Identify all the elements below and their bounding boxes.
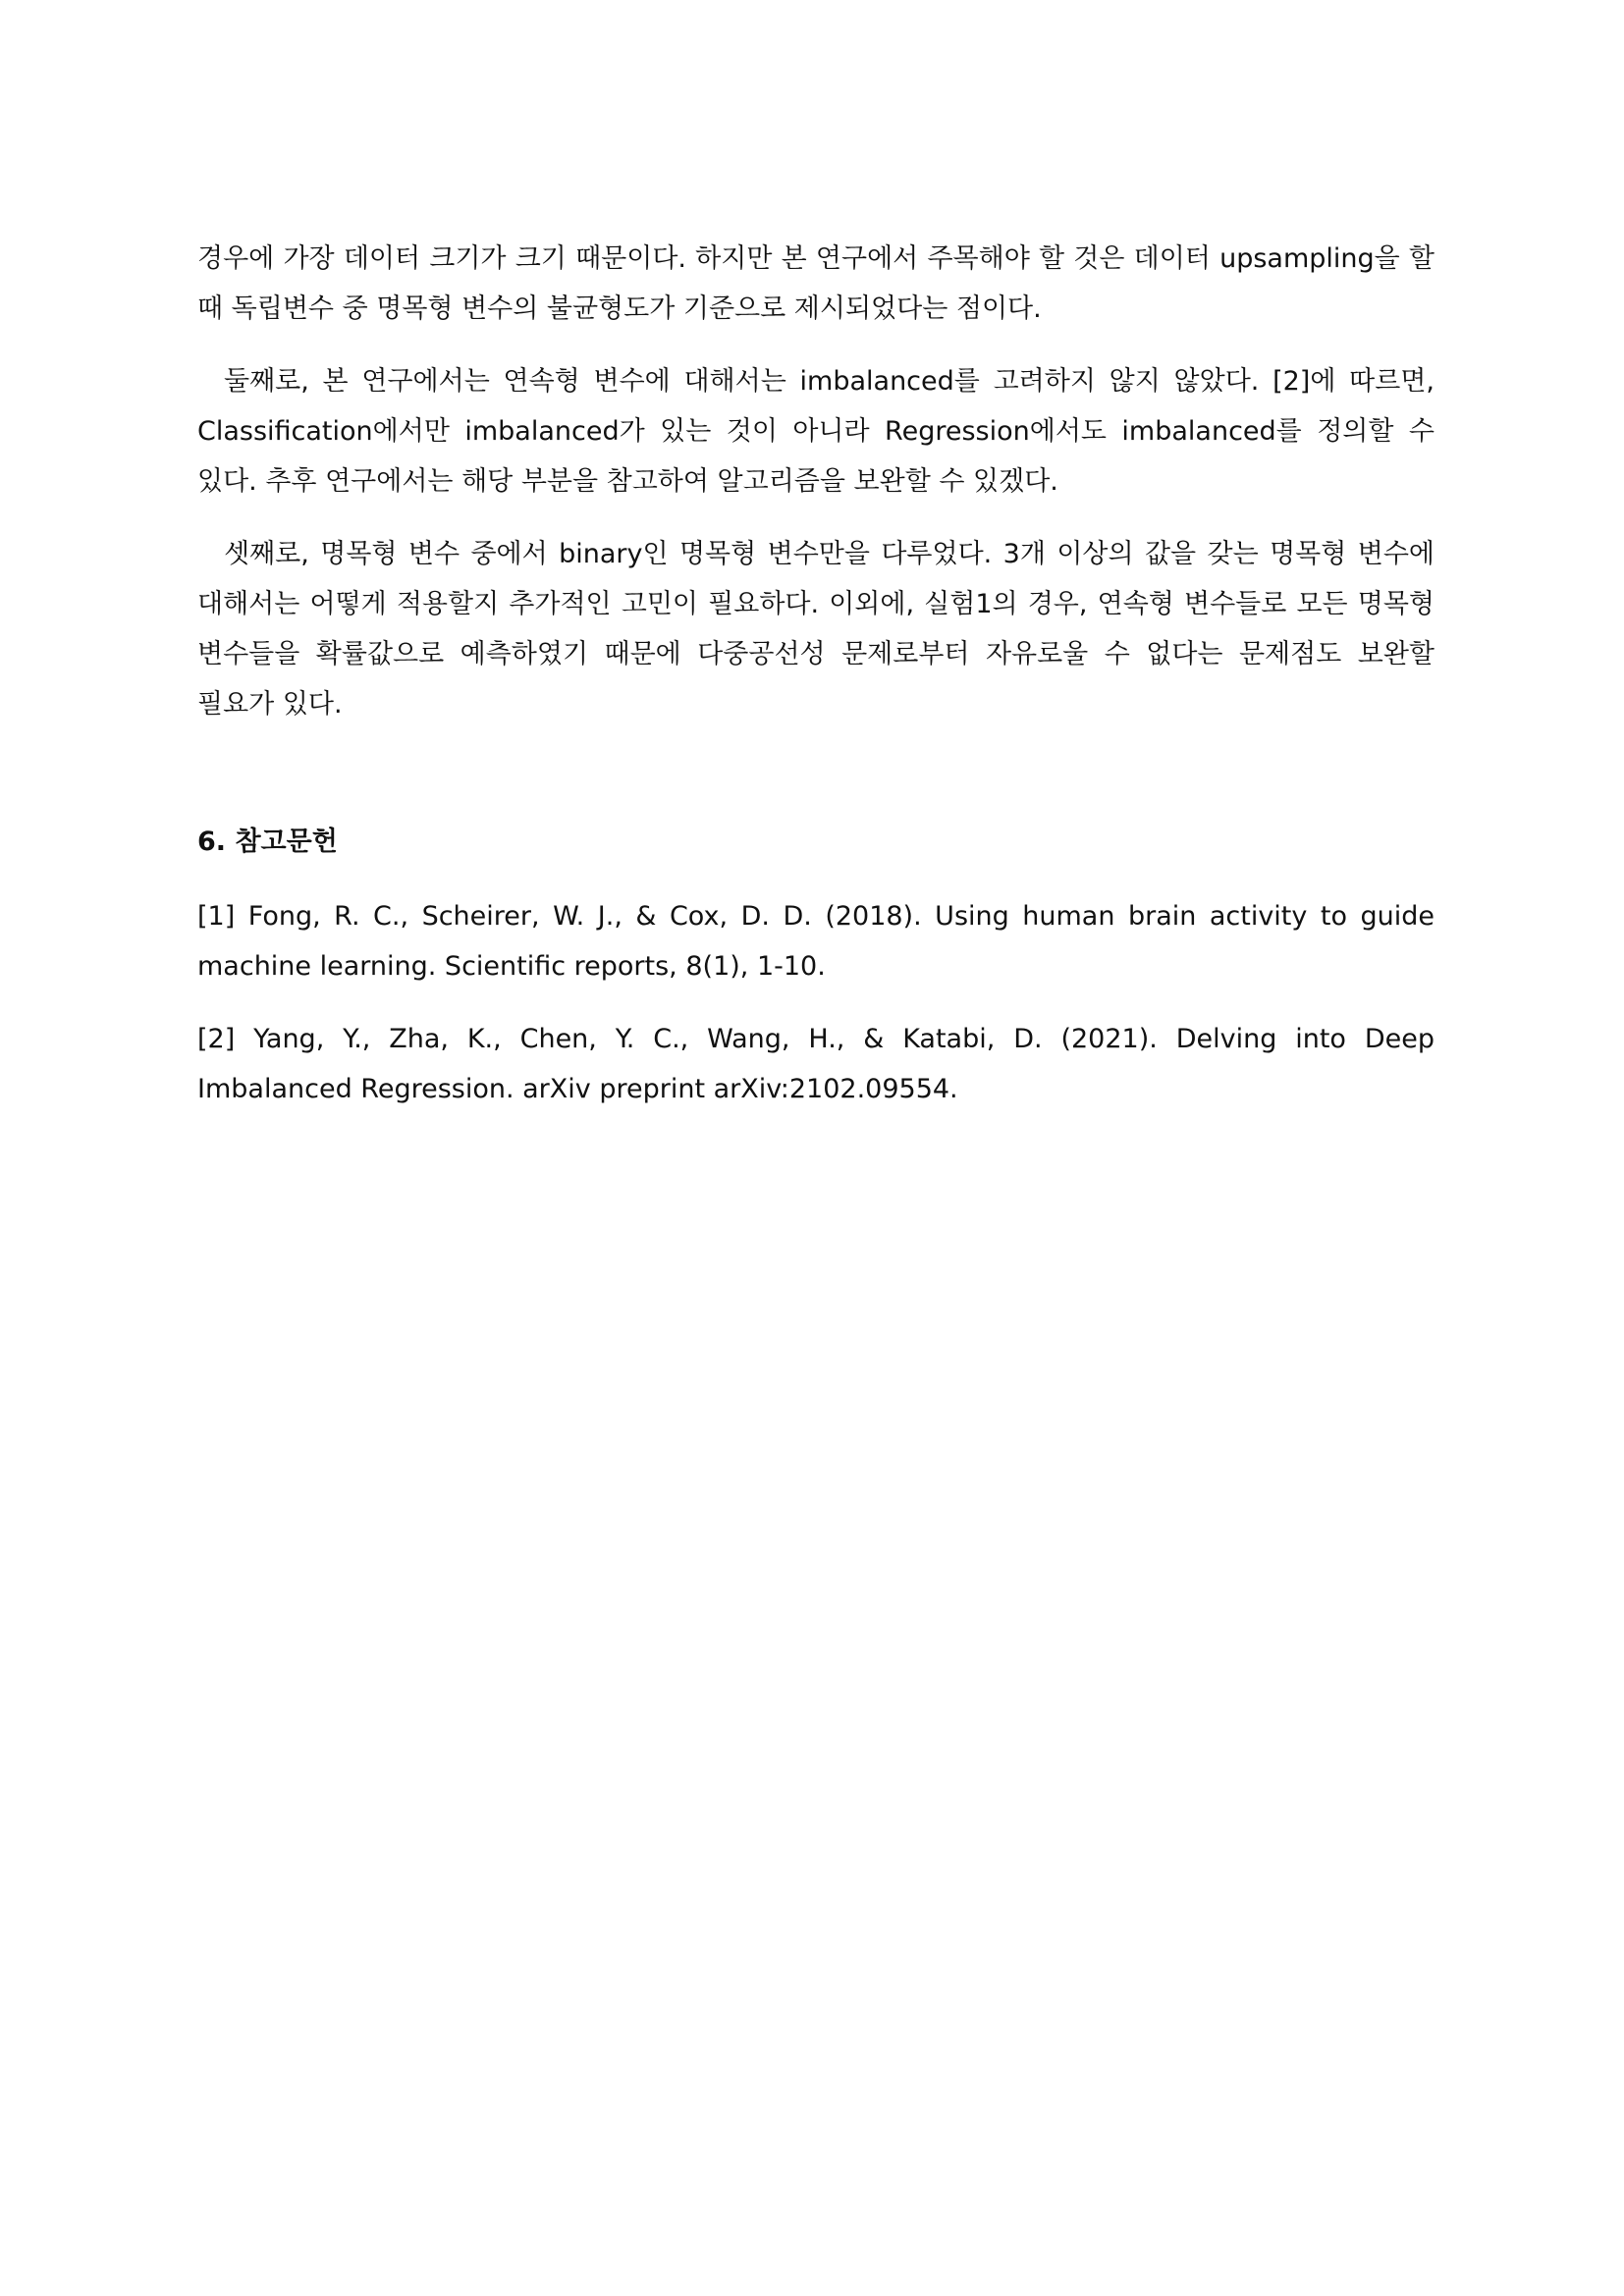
paragraph-continuation: 경우에 가장 데이터 크기가 크기 때문이다. 하지만 본 연구에서 주목해야 할 것은 데이터 upsampling을 할 때 독립변수 중 명목형 변수의 불균형도가 기준으로 제시되었다는 점이다.: [197, 243, 1435, 324]
paragraph-second-limitation: 둘째로, 본 연구에서는 연속형 변수에 대해서는 imbalanced를 고려하지 않지 않았다. [2]에 따르면, Classification에서만 imbalanced가 있는 것이 아니라 Regression에서도 imbalanced를 정의할 수 있다. 추후 연구에서는 해당 부분을 참고하여 알고리즘을 보완할 수 있겠다.: [197, 366, 1435, 497]
document-page: [197, 234, 1435, 1137]
references-heading: 6. 참고문헌: [197, 827, 338, 857]
reference-item-1: [1] Fong, R. C., Scheirer, W. J., & Cox, D. D. (2018). Using human brain activity to guide machine learning. Scientific reports, 8(1), 1-10.: [197, 901, 1435, 982]
reference-item-2: [2] Yang, Y., Zha, K., Chen, Y. C., Wang, H., & Katabi, D. (2021). Delving into Deep Imbalanced Regression. arXiv preprint arXiv:2102.09554.: [197, 1024, 1435, 1104]
paragraph-third-limitation: 셋째로, 명목형 변수 중에서 binary인 명목형 변수만을 다루었다. 3개 이상의 값을 갖는 명목형 변수에 대해서는 어떻게 적용할지 추가적인 고민이 필요하다. 이외에, 실험1의 경우, 연속형 변수들로 모든 명목형 변수들을 확률값으로 예측하였기 때문에 다중공선성 문제로부터 자유로울 수 없다는 문제점도 보완할 필요가 있다.: [197, 539, 1435, 720]
